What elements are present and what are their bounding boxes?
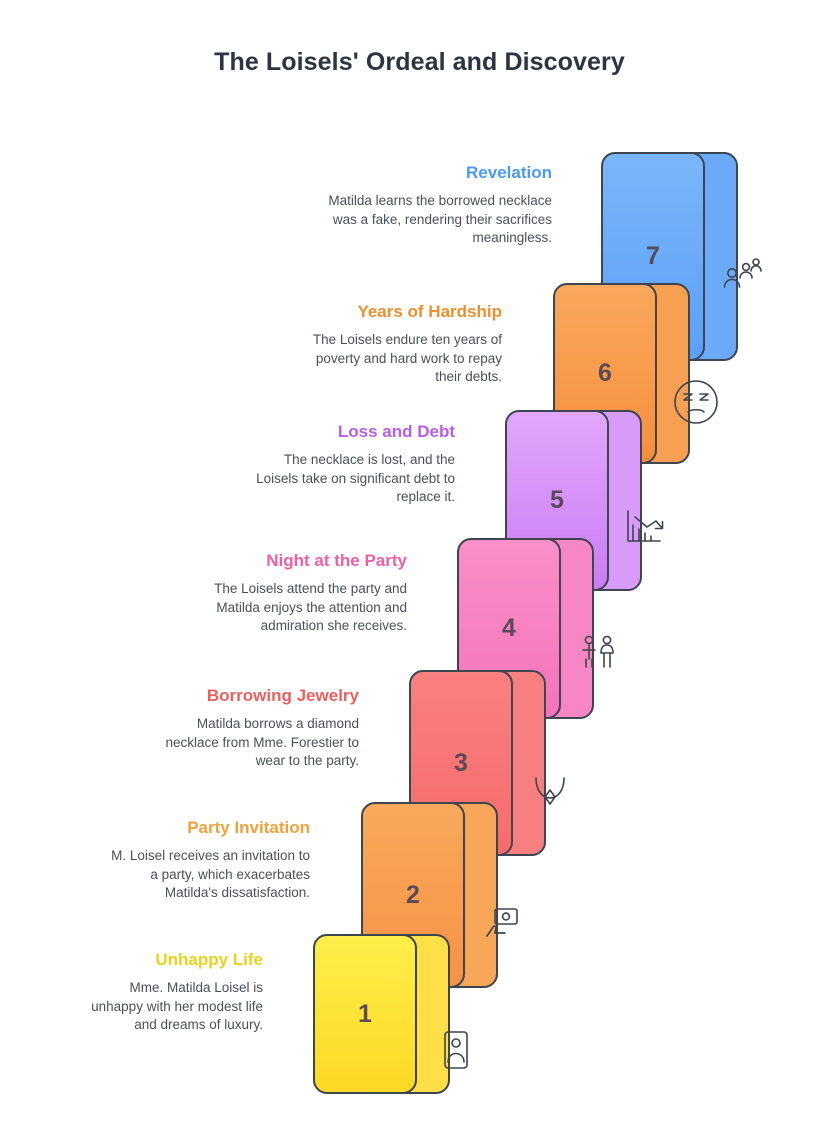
necklace-icon xyxy=(526,768,572,814)
step-2-description: M. Loisel receives an invitation to a party, which exacerbates Matilda's dissatisfaction. xyxy=(111,848,310,900)
step-7-description: Matilda learns the borrowed necklace was a fake, rendering their sacrifices meaningless. xyxy=(328,193,552,245)
declining-bar-chart-icon xyxy=(622,503,668,549)
step-4-text xyxy=(206,551,407,636)
step-1-number: 1 xyxy=(358,999,372,1028)
step-3-text xyxy=(160,686,359,771)
step-7-text xyxy=(310,163,552,248)
step-6-title: Years of Hardship xyxy=(357,302,502,321)
step-3-number: 3 xyxy=(454,748,468,777)
people-discussion-icon xyxy=(718,253,764,299)
tired-face-icon xyxy=(672,378,718,424)
two-people-icon xyxy=(574,627,620,673)
step-2-number: 2 xyxy=(406,880,420,909)
step-4-title: Night at the Party xyxy=(266,551,407,570)
step-3-title: Borrowing Jewelry xyxy=(206,686,359,705)
step-1-card-front xyxy=(313,934,417,1094)
step-4-description: The Loisels attend the party and Matilda enjoys the attention and admiration she receives. xyxy=(214,581,407,633)
step-1-text xyxy=(90,950,263,1035)
step-6-number: 6 xyxy=(598,359,612,387)
step-2-text xyxy=(110,818,310,903)
page-title: The Loisels' Ordeal and Discovery xyxy=(214,48,625,76)
step-7-title: Revelation xyxy=(466,163,552,182)
step-1-description: Mme. Matilda Loisel is unhappy with her modest life and dreams of luxury. xyxy=(91,980,263,1032)
step-4-number: 4 xyxy=(502,614,516,642)
step-3-description: Matilda borrows a diamond necklace from Mme. Forestier to wear to the party. xyxy=(165,716,359,768)
step-1-title: Unhappy Life xyxy=(155,950,263,969)
step-6-description: The Loisels endure ten years of poverty and hard work to repay their debts. xyxy=(312,332,502,384)
step-5-text xyxy=(255,422,455,507)
step-6-text xyxy=(290,302,502,387)
step-5-description: The necklace is lost, and the Loisels take on significant debt to replace it. xyxy=(256,452,455,504)
step-5-number: 5 xyxy=(550,486,564,514)
person-portrait-icon xyxy=(432,1026,478,1072)
step-2-title: Party Invitation xyxy=(187,818,310,837)
step-5-title: Loss and Debt xyxy=(337,422,455,441)
hand-invitation-icon xyxy=(478,898,524,944)
step-7-number: 7 xyxy=(646,242,660,270)
